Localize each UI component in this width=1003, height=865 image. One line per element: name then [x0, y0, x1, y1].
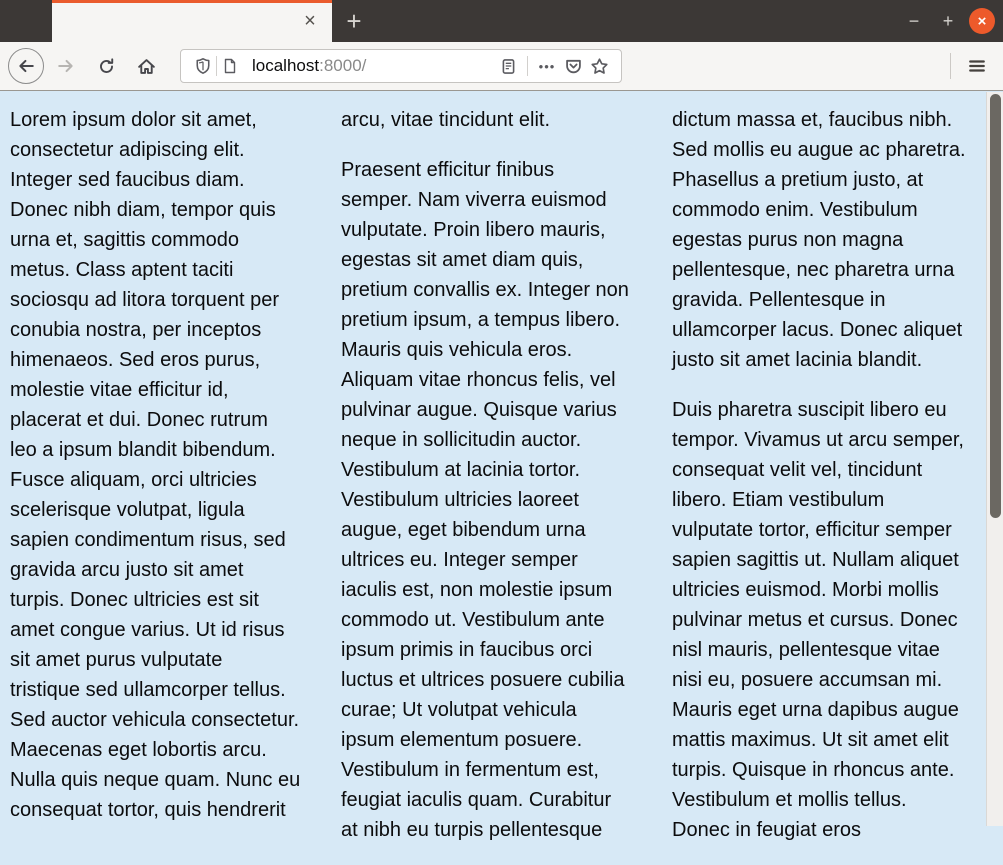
back-icon — [17, 57, 35, 75]
text-line: Donec nibh diam, tempor quis — [10, 199, 276, 221]
paragraph — [672, 105, 983, 375]
text-line: Fusce aliquam, orci ultricies — [10, 469, 257, 491]
text-line: placerat et dui. Donec rutrum — [10, 409, 268, 431]
page-actions-icon[interactable]: ••• — [538, 58, 556, 74]
text-column-3 — [672, 105, 983, 865]
text-line: molestie vitae efficitur id, — [10, 379, 229, 401]
maximize-button[interactable]: + — [942, 10, 954, 31]
scrollbar[interactable] — [986, 92, 1003, 826]
text-line: egestas sit amet diam quis, — [341, 249, 584, 271]
text-line: ipsum elementum posuere. — [341, 729, 583, 751]
text-line: commodo enim. Vestibulum — [672, 199, 918, 221]
text-line: tristique sed ullamcorper tellus. — [10, 679, 286, 701]
text-line: nisl mauris, pellentesque vitae — [672, 639, 940, 661]
text-line: ipsum primis in faucibus orci — [341, 639, 593, 661]
text-line: Integer sed faucibus diam. — [10, 169, 245, 191]
text-column-1 — [10, 105, 321, 865]
reader-mode-icon[interactable] — [495, 53, 521, 79]
tracking-protection-shield-icon[interactable] — [190, 53, 216, 79]
text-line: consequat tortor, quis hendrerit — [10, 799, 286, 821]
text-line: neque in sollicitudin auctor. — [341, 429, 582, 451]
text-line: pulvinar metus et cursus. Donec — [672, 609, 958, 631]
text-line: vulputate. Proin libero mauris, — [341, 219, 606, 241]
text-line: turpis. Quisque in rhoncus ante. — [672, 759, 955, 781]
text-line: Phasellus a pretium justo, at — [672, 169, 924, 191]
page-info-icon[interactable] — [217, 53, 243, 79]
menu-button[interactable] — [959, 48, 995, 84]
text-line: Vestibulum in fermentum est, — [341, 759, 599, 781]
text-line: curae; Ut volutpat vehicula — [341, 699, 577, 721]
text-line: dictum massa et, faucibus nibh. — [672, 109, 953, 131]
paragraph — [10, 105, 321, 825]
text-line: Nulla quis neque quam. Nunc eu — [10, 769, 301, 791]
reload-icon — [98, 58, 115, 75]
text-line: ullamcorper lacus. Donec aliquet — [672, 319, 963, 341]
text-line: metus. Class aptent taciti — [10, 259, 234, 281]
text-line: tempor. Vivamus ut arcu semper, — [672, 429, 964, 451]
text-line: himenaeos. Sed eros purus, — [10, 349, 261, 371]
text-line: sapien sagittis ut. Nullam aliquet — [672, 549, 959, 571]
url-bar[interactable] — [180, 49, 622, 83]
text-line: pulvinar augue. Quisque varius — [341, 399, 617, 421]
text-line: scelerisque volutpat, ligula — [10, 499, 245, 521]
scrollbar-thumb[interactable] — [990, 94, 1001, 518]
toolbar-separator — [950, 53, 951, 79]
text-line: ultrices eu. Integer semper — [341, 549, 578, 571]
text-line: Praesent efficitur finibus — [341, 159, 555, 181]
text-line: libero. Etiam vestibulum — [672, 489, 885, 511]
forward-icon — [57, 57, 75, 75]
text-line: iaculis est, non molestie ipsum — [341, 579, 613, 601]
text-line: ultricies euismod. Morbi mollis — [672, 579, 939, 601]
text-line: justo sit amet lacinia blandit. — [672, 349, 923, 371]
text-line: amet congue varius. Ut id risus — [10, 619, 285, 641]
paragraph — [672, 395, 983, 845]
text-line: at nibh eu turpis pellentesque — [341, 819, 603, 841]
content-area — [0, 92, 986, 841]
text-line: arcu, vitae tincidunt elit. — [341, 109, 550, 131]
text-column-2 — [341, 105, 652, 865]
text-line: Mauris eget urna dapibus augue — [672, 699, 959, 721]
navigation-toolbar — [0, 42, 1003, 91]
text-line: Vestibulum ultricies laoreet — [341, 489, 579, 511]
forward-button[interactable] — [48, 48, 84, 84]
hamburger-icon — [968, 57, 986, 75]
text-line: feugiat iaculis quam. Curabitur — [341, 789, 612, 811]
window-controls — [901, 0, 995, 42]
text-line: consectetur adipiscing elit. — [10, 139, 245, 161]
text-line: gravida arcu justo sit amet — [10, 559, 244, 581]
home-button[interactable] — [128, 48, 164, 84]
new-tab-button[interactable]: + — [346, 5, 362, 36]
home-icon — [137, 57, 156, 76]
pocket-icon[interactable] — [560, 53, 586, 79]
active-tab-accent — [52, 0, 332, 3]
bookmark-star-icon[interactable] — [586, 53, 612, 79]
text-line: pellentesque, nec pharetra urna — [672, 259, 955, 281]
text-line: Sed auctor vehicula consectetur. — [10, 709, 300, 731]
text-line: Aliquam vitae rhoncus felis, vel — [341, 369, 616, 391]
text-line: pretium convallis ex. Integer non — [341, 279, 629, 301]
text-line: pretium ipsum, a tempus libero. — [341, 309, 621, 331]
text-line: Maecenas eget lobortis arcu. — [10, 739, 267, 761]
text-line: Sed mollis eu augue ac pharetra. — [672, 139, 966, 161]
paragraph — [341, 155, 652, 845]
close-button[interactable]: × — [969, 8, 995, 34]
text-line: gravida. Pellentesque in — [672, 289, 886, 311]
text-line: sociosqu ad litora torquent per — [10, 289, 280, 311]
text-line: Lorem ipsum dolor sit amet, — [10, 109, 257, 131]
text-line: urna et, sagittis commodo — [10, 229, 239, 251]
browser-tab[interactable] — [52, 0, 332, 42]
text-line: egestas purus non magna — [672, 229, 904, 251]
url-path: :8000/ — [319, 56, 367, 75]
url-text[interactable] — [252, 56, 495, 76]
text-line: nisi eu, posuere accumsan mi. — [672, 669, 943, 691]
text-line: sapien condimentum risus, sed — [10, 529, 286, 551]
urlbar-separator — [527, 56, 528, 76]
text-line: commodo ut. Vestibulum ante — [341, 609, 605, 631]
text-line: luctus et ultrices posuere cubilia — [341, 669, 625, 691]
text-line: leo a ipsum blandit bibendum. — [10, 439, 276, 461]
text-columns — [10, 105, 983, 865]
text-line: vulputate tortor, efficitur semper — [672, 519, 952, 541]
text-line: conubia nostra, per inceptos — [10, 319, 262, 341]
text-line: Vestibulum at lacinia tortor. — [341, 459, 581, 481]
text-line: consequat velit vel, tincidunt — [672, 459, 923, 481]
text-line: Mauris quis vehicula eros. — [341, 339, 573, 361]
minimize-button[interactable]: − — [908, 10, 920, 31]
titlebar — [0, 0, 1003, 42]
url-host: localhost — [252, 56, 320, 75]
text-line: Donec in feugiat eros — [672, 819, 862, 841]
text-line: Vestibulum et mollis tellus. — [672, 789, 907, 811]
text-line: Duis pharetra suscipit libero eu — [672, 399, 947, 421]
text-line: mattis maximus. Ut sit amet elit — [672, 729, 949, 751]
paragraph — [341, 105, 652, 135]
reload-button[interactable] — [88, 48, 124, 84]
text-line: turpis. Donec ultricies est sit — [10, 589, 259, 611]
text-line: semper. Nam viverra euismod — [341, 189, 607, 211]
text-line: sit amet purus vulputate — [10, 649, 223, 671]
back-button[interactable] — [8, 48, 44, 84]
text-line: augue, eget bibendum urna — [341, 519, 586, 541]
tab-close-icon[interactable]: × — [304, 10, 316, 32]
